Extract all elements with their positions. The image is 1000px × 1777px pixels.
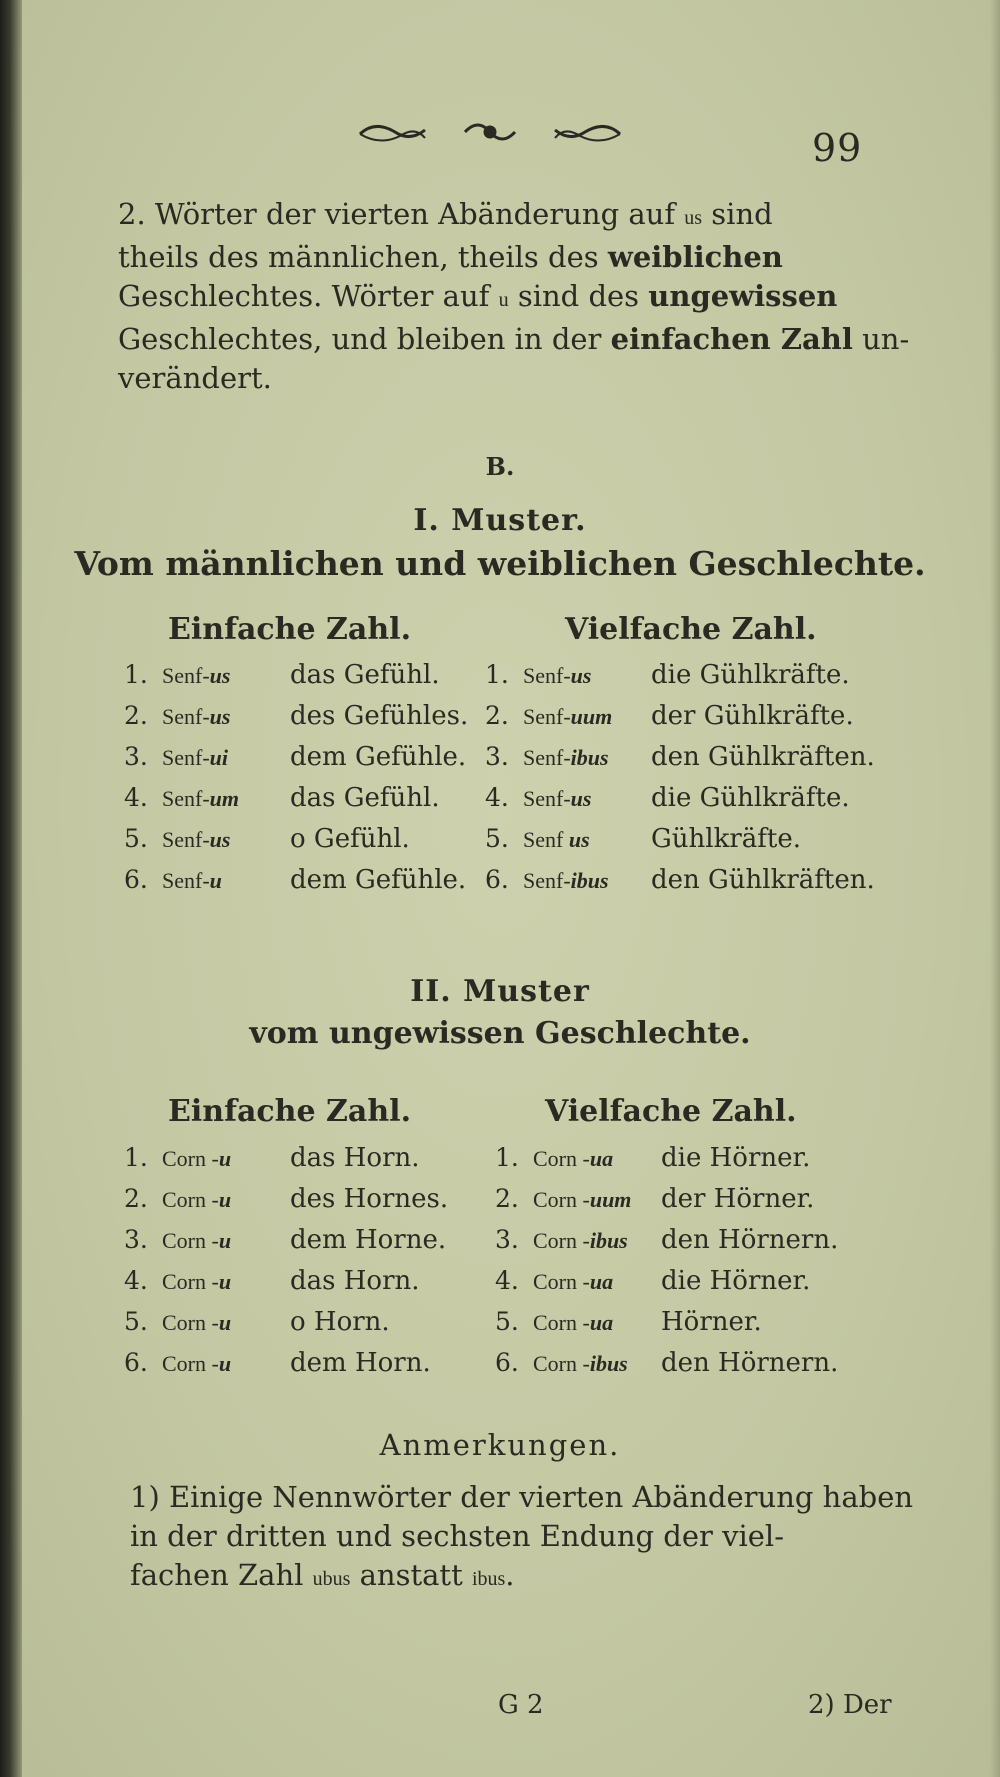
text-segment: Geschlechtes, und bleiben in der: [118, 322, 611, 356]
declension-row: [485, 701, 854, 731]
latin-form: [162, 868, 290, 894]
german-translation: o Gefühl.: [290, 824, 410, 854]
latin-ending: um: [209, 786, 240, 811]
latin-form: [533, 1228, 661, 1254]
german-translation: des Gefühles.: [290, 701, 469, 731]
case-number: 1.: [495, 1143, 519, 1172]
notes-title: Anmerkungen.: [379, 1428, 621, 1462]
latin-ending: ibus: [570, 745, 609, 770]
text-line: [118, 320, 910, 359]
latin-ending: ibus: [589, 1228, 628, 1253]
muster-2-title: II. Muster: [410, 974, 590, 1009]
declension-row: [495, 1225, 838, 1255]
text-segment: un-: [852, 322, 910, 356]
latin-stem: Senf-: [523, 745, 571, 770]
latin-stem: Corn -: [533, 1310, 590, 1335]
case-number: 1.: [124, 1143, 148, 1172]
latin-stem: Corn -: [533, 1228, 590, 1253]
latin-form: [162, 1187, 290, 1213]
text-segment: sind: [702, 197, 773, 231]
german-translation: der Gühlkräfte.: [651, 701, 854, 731]
latin-form: [162, 745, 290, 771]
latin-form: [523, 663, 651, 689]
latin-form: [162, 1310, 290, 1336]
case-number: 3.: [124, 1225, 148, 1254]
latin-form: [162, 1269, 290, 1295]
muster-1-title: I. Muster.: [413, 503, 587, 538]
latin-form: [523, 786, 651, 812]
case-number: 1.: [124, 660, 148, 689]
text-segment: 2. Wörter der vierten Abänderung auf: [118, 197, 685, 231]
latin-ending: ua: [589, 1310, 614, 1335]
latin-ending: u: [218, 1310, 232, 1335]
german-translation: die Hörner.: [661, 1266, 811, 1296]
german-translation: die Gühlkräfte.: [651, 783, 850, 813]
latin-stem: Senf-: [162, 663, 210, 688]
german-translation: dem Horne.: [290, 1225, 447, 1255]
text-segment: , theils des: [439, 240, 608, 274]
case-number: 6.: [485, 865, 509, 894]
text-segment: ibus: [471, 1568, 506, 1590]
latin-ending: u: [218, 1269, 232, 1294]
latin-form: [162, 663, 290, 689]
text-segment: verändert.: [118, 361, 272, 395]
latin-form: [533, 1187, 661, 1213]
declension-row: [124, 1225, 446, 1255]
declension-row: [124, 1348, 431, 1378]
latin-stem: Senf-: [523, 663, 571, 688]
latin-ending: ibus: [570, 868, 609, 893]
text-segment: männlichen: [267, 240, 440, 274]
page-number: 99: [812, 126, 863, 170]
latin-ending: u: [218, 1146, 232, 1171]
latin-stem: Corn -: [162, 1187, 219, 1212]
latin-ending: ua: [589, 1269, 614, 1294]
declension-row: [124, 824, 410, 854]
latin-ending: uum: [570, 704, 613, 729]
declension-row: [495, 1184, 814, 1214]
latin-form: [533, 1310, 661, 1336]
declension-row: [124, 1266, 420, 1296]
latin-ending: us: [209, 827, 231, 852]
text-segment: ubus: [312, 1568, 351, 1590]
declension-row: [485, 865, 875, 895]
declension-row: [124, 1184, 448, 1214]
ornament-flourish-icon: [350, 112, 630, 152]
declension-row: [124, 1143, 420, 1173]
case-number: 5.: [495, 1307, 519, 1336]
german-translation: Hörner.: [661, 1307, 762, 1337]
latin-stem: Corn -: [533, 1146, 590, 1171]
latin-form: [162, 1146, 290, 1172]
german-translation: dem Gefühle.: [290, 742, 467, 772]
latin-stem: Corn -: [162, 1228, 219, 1253]
declension-row: [124, 865, 466, 895]
text-line: [130, 1556, 892, 1599]
latin-form: [162, 1351, 290, 1377]
latin-stem: Senf-: [162, 704, 210, 729]
latin-form: [533, 1269, 661, 1295]
latin-stem: Senf-: [523, 868, 571, 893]
latin-stem: Corn -: [162, 1310, 219, 1335]
german-translation: die Hörner.: [661, 1143, 811, 1173]
latin-form: [533, 1351, 661, 1377]
text-segment: ungewissen: [648, 279, 838, 313]
case-number: 5.: [124, 824, 148, 853]
plural-column-heading: Vielfache Zahl.: [565, 612, 817, 647]
german-translation: den Hörnern.: [661, 1348, 839, 1378]
text-segment: us: [684, 207, 703, 229]
latin-ending: u: [218, 1351, 232, 1376]
text-segment: einfachen Zahl: [610, 322, 853, 356]
german-translation: den Gühlkräften.: [651, 865, 875, 895]
case-number: 6.: [124, 1348, 148, 1377]
latin-stem: Senf: [523, 827, 569, 852]
latin-form: [162, 704, 290, 730]
german-translation: dem Gefühle.: [290, 865, 467, 895]
german-translation: den Gühlkräften.: [651, 742, 875, 772]
text-segment: weiblichen: [607, 240, 783, 274]
german-translation: des Hornes.: [290, 1184, 449, 1214]
case-number: 1.: [485, 660, 509, 689]
german-translation: die Gühlkräfte.: [651, 660, 850, 690]
latin-ending: us: [209, 663, 231, 688]
text-segment: anstatt: [350, 1558, 472, 1592]
text-segment: Geschlechtes. Wörter auf: [118, 279, 499, 313]
declension-row: [124, 701, 468, 731]
text-segment: .: [505, 1558, 515, 1592]
case-number: 3.: [485, 742, 509, 771]
latin-form: [523, 868, 651, 894]
latin-stem: Senf-: [523, 704, 571, 729]
latin-stem: Corn -: [533, 1269, 590, 1294]
german-translation: das Horn.: [290, 1266, 420, 1296]
case-number: 2.: [124, 701, 148, 730]
latin-stem: Corn -: [162, 1351, 219, 1376]
text-line: [118, 195, 880, 238]
declension-row: [485, 783, 850, 813]
latin-stem: Senf-: [523, 786, 571, 811]
latin-ending: ibus: [589, 1351, 628, 1376]
case-number: 3.: [495, 1225, 519, 1254]
text-segment: 1) Einige Nennwörter der vierten Abänderung haben: [130, 1480, 914, 1514]
intro-paragraph: [118, 195, 910, 398]
latin-stem: Senf-: [162, 868, 210, 893]
signature-mark: G 2: [498, 1690, 544, 1720]
declension-row: [124, 1307, 390, 1337]
latin-stem: Senf-: [162, 745, 210, 770]
latin-form: [162, 827, 290, 853]
german-translation: der Hörner.: [661, 1184, 815, 1214]
german-translation: das Gefühl.: [290, 660, 440, 690]
case-number: 5.: [485, 824, 509, 853]
catchword: 2) Der: [808, 1690, 892, 1720]
german-translation: Gühlkräfte.: [651, 824, 801, 854]
singular-column-heading: Einfache Zahl.: [168, 612, 412, 647]
latin-form: [162, 786, 290, 812]
declension-row: [495, 1143, 810, 1173]
singular-column-heading-2: Einfache Zahl.: [168, 1094, 412, 1129]
german-translation: o Horn.: [290, 1307, 390, 1337]
case-number: 2.: [485, 701, 509, 730]
muster-2-subtitle: vom ungewissen Geschlechte.: [249, 1016, 751, 1051]
latin-ending: uum: [589, 1187, 632, 1212]
page-edge: [990, 0, 1000, 1777]
text-segment: sind des: [508, 279, 649, 313]
case-number: 4.: [495, 1266, 519, 1295]
latin-ending: us: [570, 786, 592, 811]
notes-paragraph: [130, 1478, 914, 1599]
declension-row: [124, 742, 466, 772]
latin-ending: us: [570, 663, 592, 688]
declension-row: [485, 660, 850, 690]
text-line: [118, 277, 880, 320]
case-number: 4.: [124, 1266, 148, 1295]
latin-ending: us: [568, 827, 590, 852]
latin-ending: u: [218, 1228, 232, 1253]
case-number: 4.: [124, 783, 148, 812]
latin-ending: ua: [589, 1146, 614, 1171]
muster-1-subtitle: Vom männlichen und weiblichen Geschlechte.: [74, 544, 926, 583]
german-translation: den Hörnern.: [661, 1225, 839, 1255]
latin-stem: Senf-: [162, 827, 210, 852]
case-number: 6.: [124, 865, 148, 894]
case-number: 2.: [124, 1184, 148, 1213]
latin-form: [162, 1228, 290, 1254]
latin-stem: Corn -: [533, 1187, 590, 1212]
section-letter: B.: [485, 452, 515, 481]
text-line: [118, 359, 880, 398]
latin-form: [523, 704, 651, 730]
latin-form: [533, 1146, 661, 1172]
german-translation: das Gefühl.: [290, 783, 440, 813]
german-translation: dem Horn.: [290, 1348, 431, 1378]
declension-row: [124, 783, 440, 813]
latin-ending: u: [218, 1187, 232, 1212]
latin-stem: Corn -: [162, 1269, 219, 1294]
declension-row: [495, 1266, 810, 1296]
latin-ending: us: [209, 704, 231, 729]
plural-column-heading-2: Vielfache Zahl.: [545, 1094, 797, 1129]
latin-form: [523, 745, 651, 771]
latin-stem: Senf-: [162, 786, 210, 811]
latin-form: [523, 827, 651, 853]
declension-row: [485, 824, 801, 854]
case-number: 4.: [485, 783, 509, 812]
text-segment: u: [498, 289, 509, 311]
case-number: 3.: [124, 742, 148, 771]
latin-stem: Corn -: [162, 1146, 219, 1171]
case-number: 5.: [124, 1307, 148, 1336]
text-line: [130, 1517, 892, 1556]
declension-row: [485, 742, 875, 772]
declension-row: [124, 660, 440, 690]
text-segment: theils des: [118, 240, 268, 274]
text-segment: fachen Zahl: [130, 1558, 313, 1592]
latin-ending: u: [209, 868, 222, 893]
declension-row: [495, 1307, 762, 1337]
latin-stem: Corn -: [533, 1351, 590, 1376]
book-binding-shadow: [0, 0, 22, 1777]
german-translation: das Horn.: [290, 1143, 420, 1173]
case-number: 6.: [495, 1348, 519, 1377]
text-line: [130, 1478, 914, 1517]
case-number: 2.: [495, 1184, 519, 1213]
text-line: [118, 238, 880, 277]
text-segment: in der dritten und sechsten Endung der viel-: [130, 1519, 784, 1553]
declension-row: [495, 1348, 838, 1378]
latin-ending: ui: [209, 745, 229, 770]
